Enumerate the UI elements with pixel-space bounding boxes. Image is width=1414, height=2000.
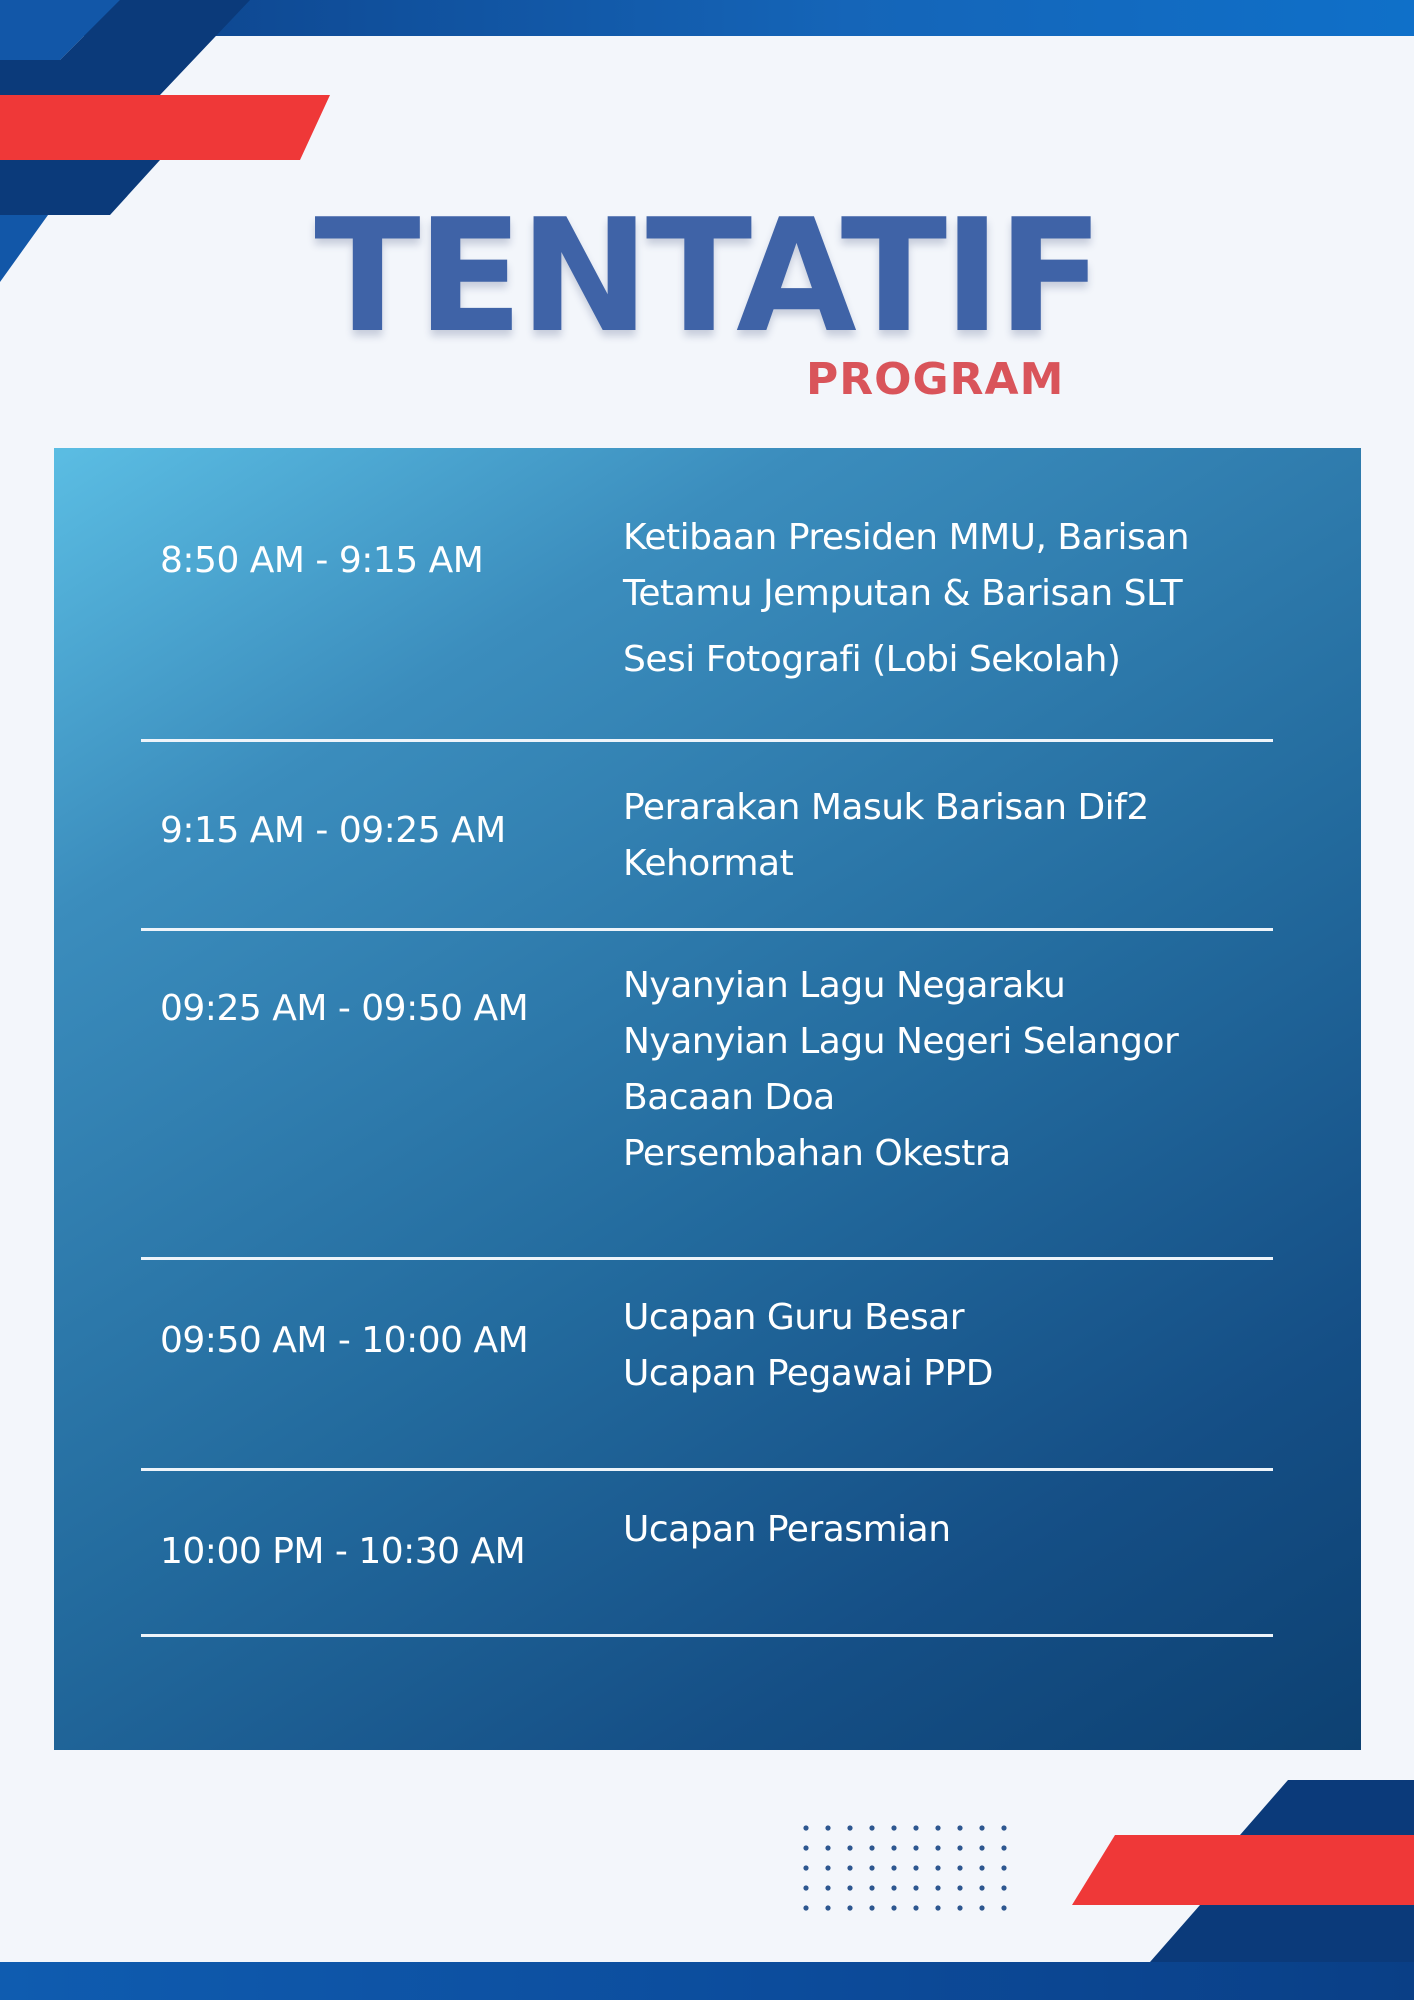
decorative-dot	[847, 1845, 852, 1850]
decorative-dot	[825, 1825, 830, 1830]
decorative-dot	[825, 1865, 830, 1870]
decorative-dot	[847, 1905, 852, 1910]
decorative-dot	[803, 1885, 808, 1890]
row-divider	[141, 1468, 1273, 1471]
decorative-dot	[803, 1865, 808, 1870]
activity-item: Tetamu Jemputan & Barisan SLT	[623, 573, 1183, 614]
activity-item: Persembahan Okestra	[623, 1133, 1011, 1174]
dot-grid-decoration	[800, 1822, 1040, 1922]
decorative-dot	[935, 1845, 940, 1850]
decorative-dot	[891, 1845, 896, 1850]
decorative-dot	[803, 1845, 808, 1850]
decorative-dot	[979, 1905, 984, 1910]
decorative-dot	[803, 1825, 808, 1830]
schedule-activities	[623, 510, 1189, 688]
decorative-dot	[1001, 1845, 1006, 1850]
activity-item: Nyanyian Lagu Negeri Selangor	[623, 1021, 1179, 1062]
row-divider	[141, 1257, 1273, 1260]
decorative-dot	[1001, 1825, 1006, 1830]
schedule-time: 09:25 AM - 09:50 AM	[160, 988, 529, 1029]
decorative-dot	[913, 1865, 918, 1870]
schedule-activities	[623, 1502, 951, 1558]
decorative-dot	[869, 1885, 874, 1890]
decorative-dot	[935, 1885, 940, 1890]
schedule-time: 09:50 AM - 10:00 AM	[160, 1320, 529, 1361]
schedule-activities	[623, 1290, 993, 1402]
decorative-dot	[891, 1885, 896, 1890]
decorative-dot	[913, 1885, 918, 1890]
decorative-dot	[913, 1845, 918, 1850]
decorative-dot	[935, 1905, 940, 1910]
decorative-dot	[979, 1865, 984, 1870]
activity-item: Sesi Fotografi (Lobi Sekolah)	[623, 639, 1121, 680]
decorative-dot	[869, 1905, 874, 1910]
decorative-dot	[825, 1905, 830, 1910]
schedule-panel	[54, 448, 1361, 1750]
decorative-dot	[1001, 1905, 1006, 1910]
decorative-dot	[935, 1825, 940, 1830]
activity-item: Ucapan Perasmian	[623, 1509, 951, 1550]
row-divider	[141, 739, 1273, 742]
activity-item: Kehormat	[623, 843, 794, 884]
decorative-dot	[957, 1905, 962, 1910]
activity-item: Ucapan Pegawai PPD	[623, 1353, 993, 1394]
decorative-dot	[979, 1885, 984, 1890]
row-divider	[141, 1634, 1273, 1637]
row-divider	[141, 928, 1273, 931]
schedule-time: 10:00 PM - 10:30 AM	[160, 1531, 526, 1572]
decorative-dot	[869, 1825, 874, 1830]
decorative-dot	[891, 1865, 896, 1870]
decorative-dot	[847, 1865, 852, 1870]
bottom-banner-bar	[0, 1962, 1414, 2000]
activity-item: Perarakan Masuk Barisan Dif2	[623, 787, 1149, 828]
decorative-dot	[913, 1825, 918, 1830]
decorative-dot	[869, 1865, 874, 1870]
decorative-dot	[1001, 1885, 1006, 1890]
page-title: TENTATIF	[314, 185, 1100, 367]
decorative-dot	[935, 1865, 940, 1870]
decorative-dot	[825, 1845, 830, 1850]
decorative-dot	[913, 1905, 918, 1910]
decorative-dot	[847, 1885, 852, 1890]
decorative-dot	[957, 1845, 962, 1850]
decorative-dot	[957, 1865, 962, 1870]
decorative-dot	[803, 1905, 808, 1910]
decorative-dot	[847, 1825, 852, 1830]
decorative-dot	[957, 1885, 962, 1890]
decorative-dot	[891, 1825, 896, 1830]
decorative-dot	[979, 1845, 984, 1850]
decorative-dot	[891, 1905, 896, 1910]
activity-item: Ucapan Guru Besar	[623, 1297, 965, 1338]
activity-item: Ketibaan Presiden MMU, Barisan	[623, 517, 1190, 558]
decorative-dot	[1001, 1865, 1006, 1870]
decorative-dot	[825, 1885, 830, 1890]
decorative-dot	[957, 1825, 962, 1830]
schedule-time: 8:50 AM - 9:15 AM	[160, 540, 484, 581]
activity-item: Bacaan Doa	[623, 1077, 835, 1118]
schedule-activities	[623, 780, 1149, 892]
schedule-time: 9:15 AM - 09:25 AM	[160, 810, 506, 851]
page-subtitle: PROGRAM	[806, 354, 1065, 405]
activity-item: Nyanyian Lagu Negaraku	[623, 965, 1066, 1006]
schedule-activities	[623, 958, 1178, 1182]
decorative-dot	[869, 1845, 874, 1850]
decorative-dot	[979, 1825, 984, 1830]
